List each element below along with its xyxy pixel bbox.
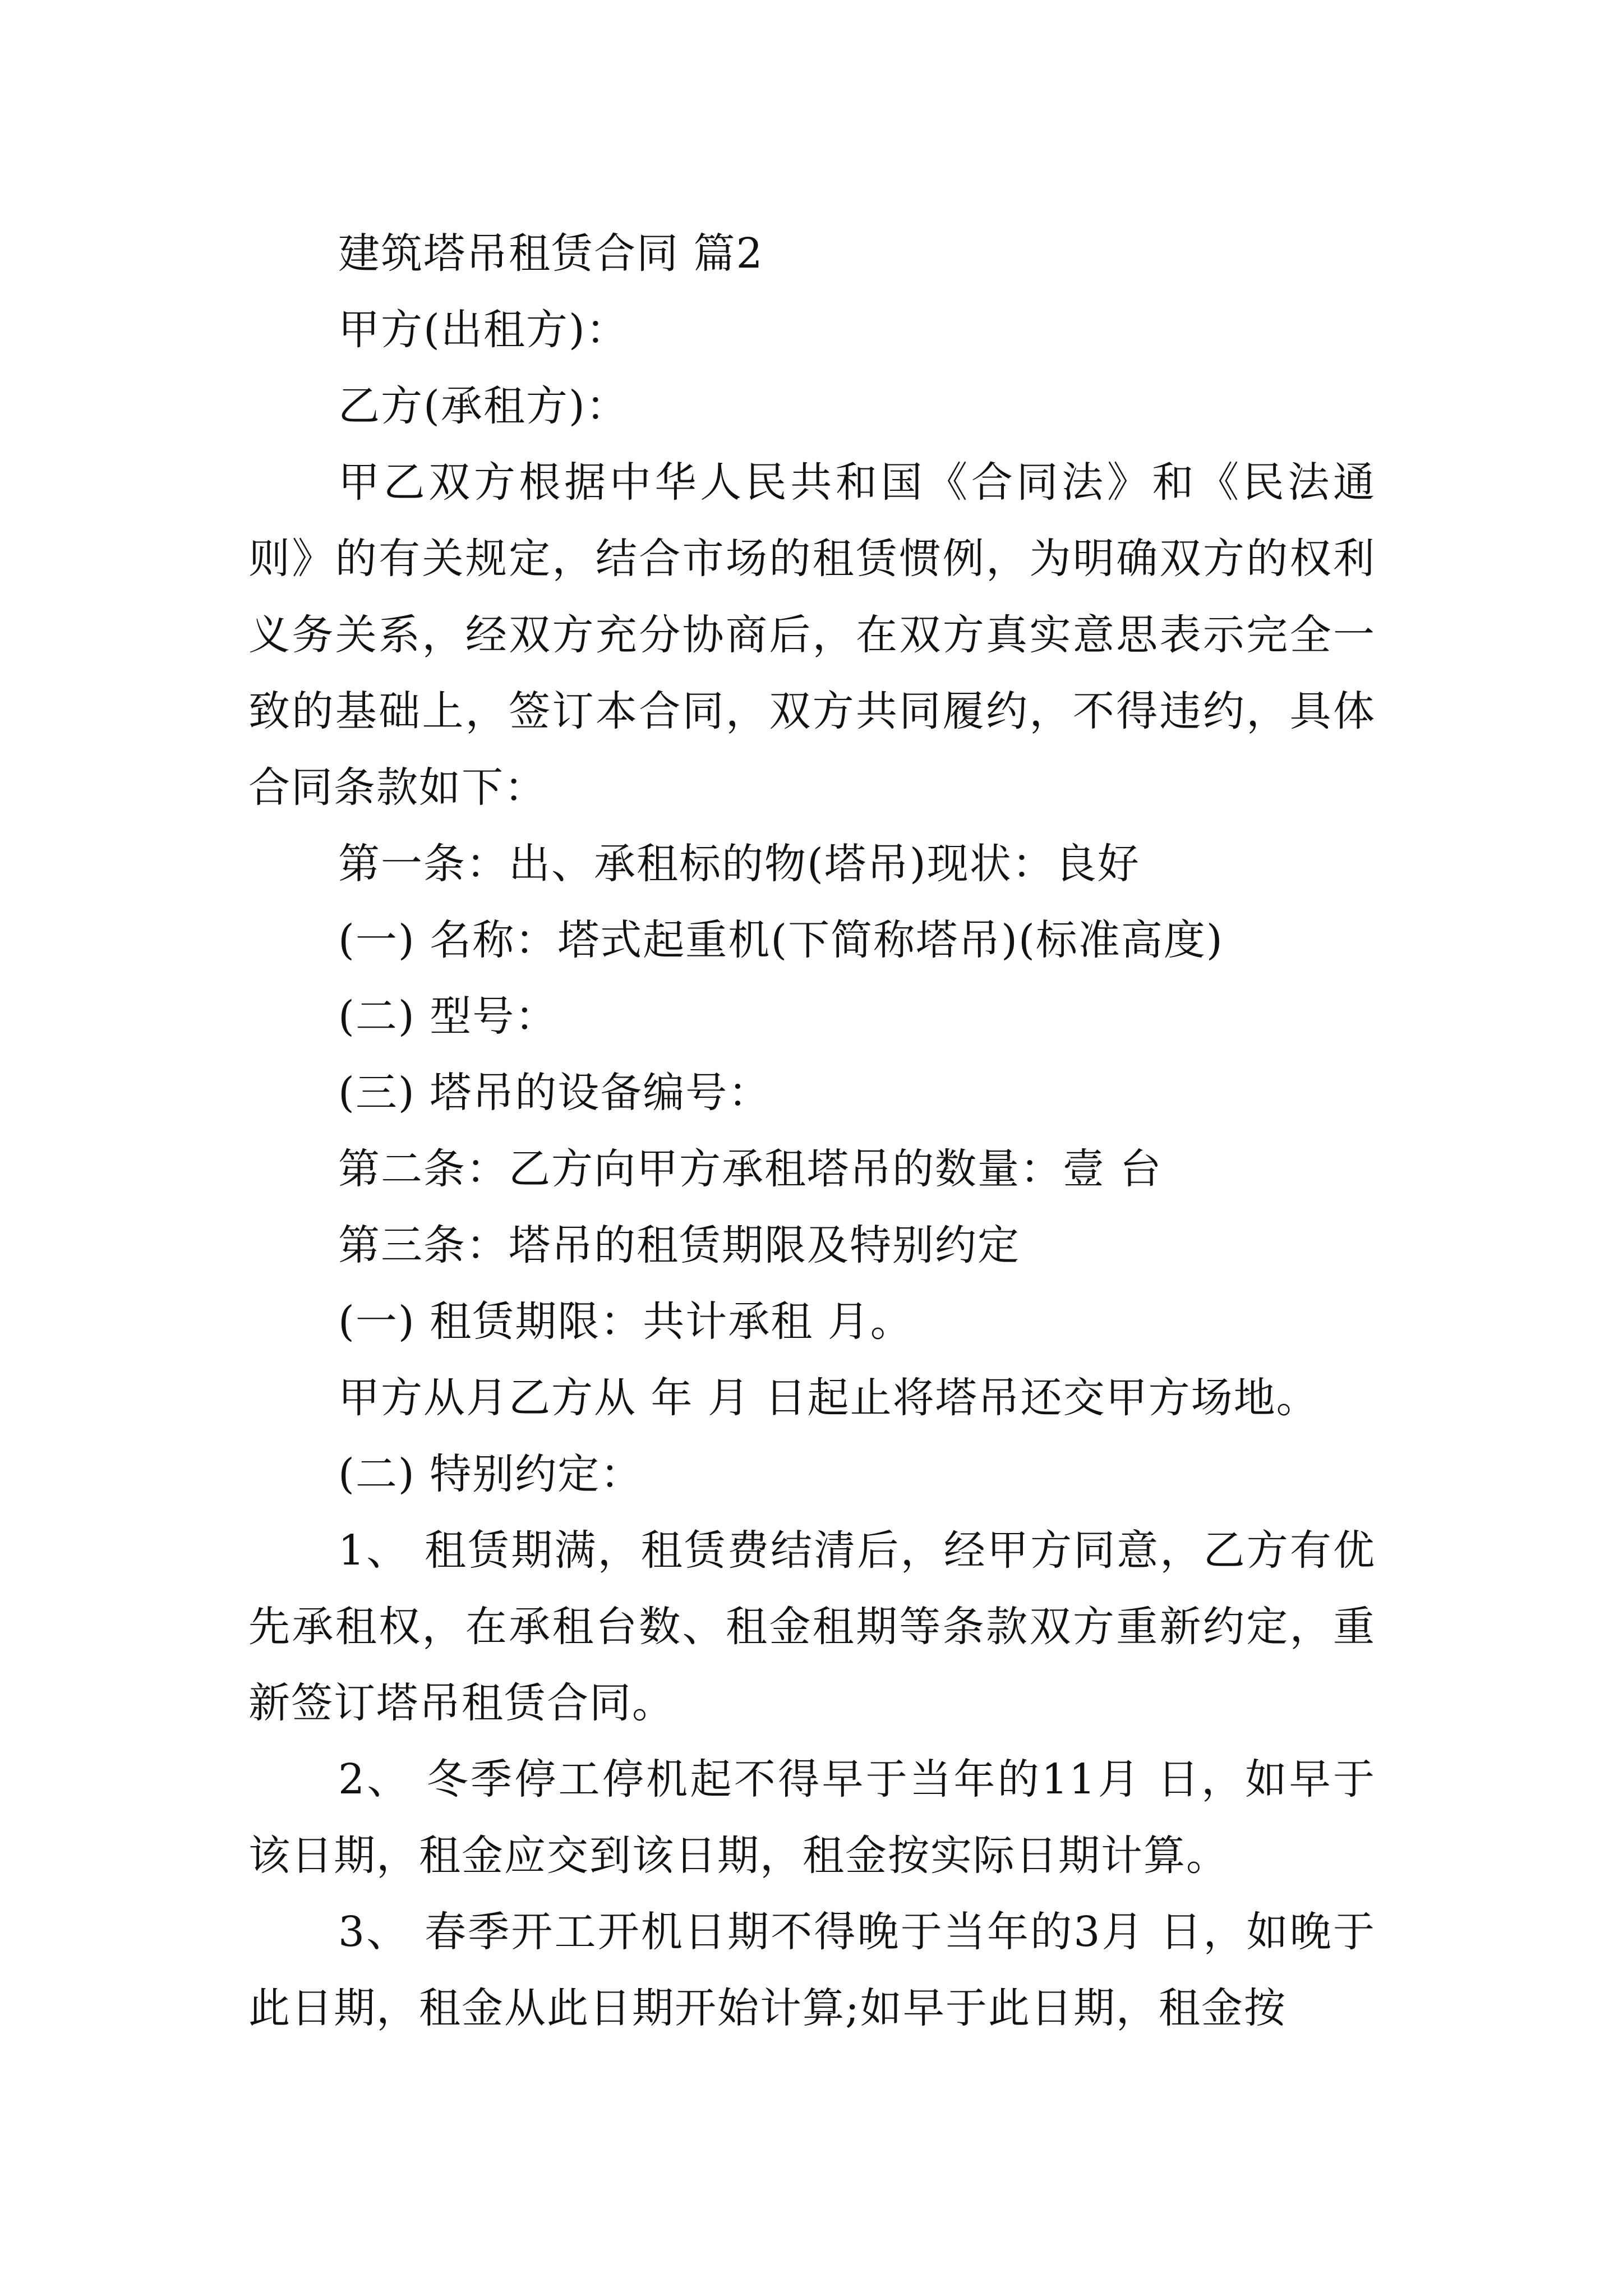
- article-1-item-model: (二) 型号：: [338, 992, 558, 1041]
- party-a-line: 甲方(出租方)：: [338, 306, 629, 354]
- special-clause-1: 1、 租赁期满，租赁费结清后，经甲方同意，乙方有优先承租权，在承租台数、租金租期等条款双方重新约定，重新签订塔吊租赁合同。: [248, 1526, 1376, 1727]
- special-clause-2: 2、 冬季停工停机起不得早于当年的11月 日，如早于该日期，租金应交到该日期，租金按实际日期计算。: [248, 1755, 1376, 1880]
- article-1-heading: 第一条：出、承租标的物(塔吊)现状：良好: [338, 840, 1140, 888]
- article-1-item-name: (一) 名称：塔式起重机(下简称塔吊)(标准高度): [338, 916, 1224, 964]
- special-clause-3: 3、 春季开工开机日期不得晚于当年的3月 日，如晚于此日期，租金从此日期开始计算;如早于此日期，租金按: [248, 1908, 1376, 2032]
- article-3-item-term: (一) 租赁期限：共计承租 月。: [338, 1297, 913, 1346]
- document-title: 建筑塔吊租赁合同 篇2: [338, 229, 764, 278]
- article-2-heading: 第二条：乙方向甲方承租塔吊的数量：壹 台: [338, 1145, 1163, 1193]
- article-3-heading: 第三条：塔吊的租赁期限及特别约定: [338, 1221, 1020, 1269]
- article-3-item-special: (二) 特别约定：: [338, 1450, 643, 1498]
- preamble-paragraph: 甲乙双方根据中华人民共和国《合同法》和《民法通则》的有关规定，结合市场的租赁惯例，为明确双方的权利义务关系，经双方充分协商后，在双方真实意思表示完全一致的基础上，签订本合同，双方共同履约，不得违约，具体合同条款如下：: [248, 458, 1376, 812]
- document-body: [248, 215, 1376, 2046]
- article-1-item-serial: (三) 塔吊的设备编号：: [338, 1069, 771, 1117]
- party-b-line: 乙方(承租方)：: [338, 382, 629, 430]
- article-3-return-line: 甲方从月乙方从 年 月 日起止将塔吊还交甲方场地。: [338, 1374, 1319, 1422]
